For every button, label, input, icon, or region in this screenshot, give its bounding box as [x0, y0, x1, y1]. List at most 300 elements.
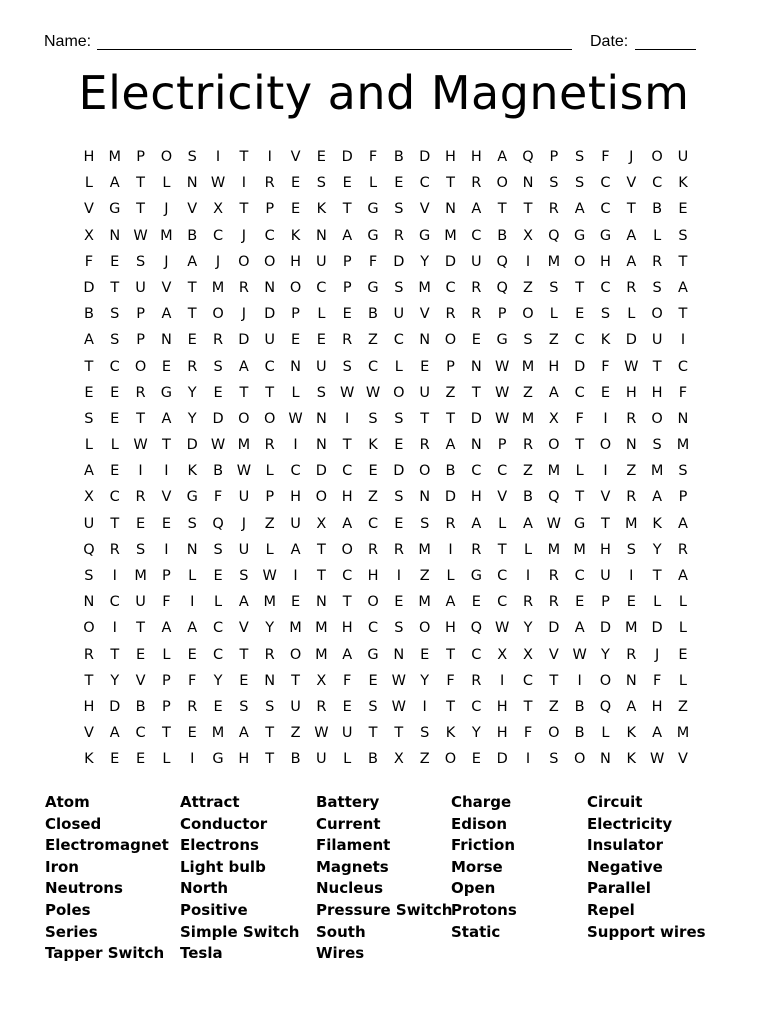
- grid-letter[interactable]: B: [445, 463, 456, 480]
- grid-letter[interactable]: P: [342, 253, 352, 270]
- grid-letter[interactable]: S: [678, 463, 688, 480]
- grid-letter[interactable]: Z: [523, 463, 533, 480]
- grid-letter[interactable]: E: [135, 515, 146, 532]
- grid-letter[interactable]: C: [342, 568, 353, 584]
- grid-letter[interactable]: A: [445, 437, 456, 454]
- grid-letter[interactable]: L: [368, 175, 378, 192]
- grid-letter[interactable]: X: [316, 515, 327, 532]
- grid-letter[interactable]: N: [264, 279, 276, 296]
- grid-letter[interactable]: W: [391, 698, 407, 715]
- grid-letter[interactable]: E: [161, 358, 171, 375]
- grid-letter[interactable]: C: [367, 358, 379, 375]
- grid-letter[interactable]: R: [548, 201, 559, 218]
- grid-letter[interactable]: O: [418, 463, 431, 480]
- grid-letter[interactable]: G: [574, 227, 586, 244]
- grid-letter[interactable]: S: [549, 279, 559, 296]
- grid-letter[interactable]: K: [445, 725, 456, 742]
- grid-letter[interactable]: N: [315, 227, 327, 244]
- grid-letter[interactable]: E: [368, 463, 378, 480]
- grid-letter[interactable]: Q: [496, 253, 508, 270]
- grid-letter[interactable]: T: [161, 725, 171, 742]
- grid-letter[interactable]: U: [341, 725, 353, 742]
- grid-letter[interactable]: V: [135, 672, 146, 689]
- grid-letter[interactable]: E: [342, 306, 352, 323]
- grid-letter[interactable]: I: [190, 594, 195, 611]
- grid-letter[interactable]: L: [498, 515, 507, 532]
- grid-letter[interactable]: A: [678, 279, 688, 296]
- grid-letter[interactable]: G: [212, 751, 224, 768]
- grid-letter[interactable]: R: [471, 306, 482, 323]
- grid-letter[interactable]: M: [573, 541, 586, 558]
- grid-letter[interactable]: O: [134, 358, 147, 375]
- grid-letter[interactable]: L: [653, 227, 662, 244]
- grid-letter[interactable]: I: [525, 253, 531, 270]
- grid-letter[interactable]: M: [547, 541, 561, 558]
- grid-letter[interactable]: M: [237, 437, 251, 454]
- grid-letter[interactable]: C: [342, 463, 353, 480]
- grid-letter[interactable]: O: [573, 253, 586, 270]
- grid-letter[interactable]: A: [83, 332, 94, 349]
- grid-letter[interactable]: C: [367, 620, 379, 637]
- grid-letter[interactable]: Z: [419, 568, 430, 584]
- grid-letter[interactable]: O: [315, 489, 328, 506]
- grid-letter[interactable]: G: [496, 332, 508, 349]
- grid-letter[interactable]: G: [367, 646, 379, 663]
- grid-letter[interactable]: R: [677, 541, 688, 558]
- grid-letter[interactable]: H: [341, 489, 353, 506]
- grid-letter[interactable]: L: [523, 541, 533, 558]
- grid-letter[interactable]: V: [238, 620, 249, 637]
- grid-letter[interactable]: G: [367, 279, 379, 296]
- grid-letter[interactable]: H: [341, 620, 353, 637]
- grid-letter[interactable]: V: [419, 201, 430, 218]
- grid-letter[interactable]: T: [136, 201, 145, 218]
- grid-letter[interactable]: I: [345, 410, 350, 427]
- grid-letter[interactable]: H: [83, 149, 95, 165]
- grid-letter[interactable]: A: [109, 725, 120, 742]
- grid-letter[interactable]: O: [238, 253, 250, 270]
- grid-letter[interactable]: E: [471, 332, 481, 349]
- grid-letter[interactable]: I: [293, 568, 298, 584]
- grid-letter[interactable]: X: [523, 646, 533, 663]
- grid-letter[interactable]: J: [215, 253, 221, 270]
- grid-letter[interactable]: A: [471, 201, 482, 218]
- grid-letter[interactable]: I: [112, 568, 117, 584]
- grid-letter[interactable]: C: [600, 175, 611, 192]
- grid-letter[interactable]: R: [626, 646, 637, 663]
- grid-letter[interactable]: H: [470, 489, 482, 506]
- grid-letter[interactable]: F: [213, 489, 223, 506]
- grid-letter[interactable]: P: [291, 306, 300, 323]
- grid-letter[interactable]: H: [367, 568, 379, 584]
- grid-letter[interactable]: O: [548, 437, 560, 454]
- grid-letter[interactable]: S: [523, 332, 533, 349]
- grid-letter[interactable]: D: [109, 698, 121, 715]
- grid-letter[interactable]: S: [394, 201, 404, 218]
- grid-letter[interactable]: Y: [420, 672, 430, 689]
- grid-letter[interactable]: I: [629, 568, 634, 584]
- grid-letter[interactable]: I: [448, 541, 453, 558]
- grid-letter[interactable]: K: [187, 463, 197, 480]
- grid-letter[interactable]: P: [162, 672, 171, 689]
- grid-letter[interactable]: S: [652, 437, 662, 454]
- grid-letter[interactable]: P: [497, 437, 507, 454]
- grid-letter[interactable]: E: [110, 463, 120, 480]
- grid-letter[interactable]: L: [343, 751, 352, 768]
- grid-letter[interactable]: U: [135, 594, 146, 611]
- grid-letter[interactable]: S: [368, 698, 378, 715]
- grid-letter[interactable]: S: [187, 149, 197, 165]
- grid-letter[interactable]: A: [497, 149, 508, 165]
- grid-letter[interactable]: W: [210, 437, 226, 454]
- grid-letter[interactable]: A: [238, 725, 249, 742]
- grid-letter[interactable]: W: [133, 227, 148, 244]
- grid-letter[interactable]: S: [135, 253, 146, 270]
- grid-letter[interactable]: R: [135, 384, 146, 401]
- grid-letter[interactable]: E: [678, 201, 688, 218]
- grid-letter[interactable]: F: [343, 672, 352, 689]
- grid-letter[interactable]: M: [289, 620, 302, 637]
- grid-letter[interactable]: S: [549, 175, 559, 192]
- grid-letter[interactable]: T: [420, 410, 430, 427]
- grid-letter[interactable]: I: [603, 463, 608, 480]
- grid-letter[interactable]: H: [625, 384, 637, 401]
- grid-letter[interactable]: K: [626, 751, 637, 768]
- grid-letter[interactable]: S: [652, 279, 662, 296]
- grid-letter[interactable]: H: [238, 751, 250, 768]
- grid-letter[interactable]: R: [393, 541, 404, 558]
- grid-letter[interactable]: Z: [419, 751, 430, 768]
- grid-letter[interactable]: A: [238, 358, 249, 375]
- grid-letter[interactable]: I: [112, 620, 117, 637]
- grid-letter[interactable]: R: [626, 410, 637, 427]
- grid-letter[interactable]: C: [264, 358, 275, 375]
- grid-letter[interactable]: Q: [470, 620, 483, 637]
- grid-letter[interactable]: N: [290, 358, 301, 375]
- grid-letter[interactable]: M: [418, 541, 431, 558]
- grid-letter[interactable]: G: [470, 568, 482, 584]
- grid-letter[interactable]: P: [136, 149, 145, 165]
- grid-letter[interactable]: W: [340, 384, 355, 401]
- grid-letter[interactable]: O: [651, 149, 663, 165]
- grid-letter[interactable]: C: [135, 725, 146, 742]
- grid-letter[interactable]: S: [394, 279, 404, 296]
- grid-letter[interactable]: N: [160, 332, 172, 349]
- grid-letter[interactable]: E: [213, 568, 223, 584]
- grid-letter[interactable]: S: [420, 515, 430, 532]
- grid-letter[interactable]: R: [264, 175, 275, 192]
- grid-letter[interactable]: R: [83, 646, 94, 663]
- grid-letter[interactable]: N: [625, 672, 637, 689]
- grid-letter[interactable]: Q: [522, 149, 534, 165]
- grid-letter[interactable]: N: [600, 751, 611, 768]
- grid-letter[interactable]: A: [187, 253, 198, 270]
- grid-letter[interactable]: I: [164, 541, 169, 558]
- grid-letter[interactable]: S: [368, 410, 378, 427]
- grid-letter[interactable]: D: [496, 751, 508, 768]
- grid-letter[interactable]: C: [600, 279, 611, 296]
- grid-letter[interactable]: J: [164, 253, 169, 270]
- grid-letter[interactable]: V: [83, 201, 94, 218]
- grid-letter[interactable]: H: [290, 253, 301, 270]
- grid-letter[interactable]: Q: [548, 489, 560, 506]
- grid-letter[interactable]: W: [572, 646, 587, 663]
- grid-letter[interactable]: L: [162, 646, 171, 663]
- grid-letter[interactable]: H: [470, 149, 482, 165]
- grid-letter[interactable]: J: [241, 306, 247, 323]
- grid-letter[interactable]: E: [471, 751, 481, 768]
- grid-letter[interactable]: A: [342, 515, 353, 532]
- grid-letter[interactable]: L: [317, 306, 326, 323]
- grid-letter[interactable]: D: [212, 410, 224, 427]
- grid-letter[interactable]: T: [291, 672, 300, 689]
- grid-letter[interactable]: F: [162, 594, 171, 611]
- grid-letter[interactable]: O: [212, 306, 224, 323]
- grid-letter[interactable]: F: [368, 149, 378, 165]
- grid-letter[interactable]: E: [316, 149, 326, 165]
- grid-letter[interactable]: T: [523, 698, 533, 715]
- grid-letter[interactable]: H: [651, 384, 663, 401]
- grid-letter[interactable]: D: [264, 306, 276, 323]
- grid-letter[interactable]: T: [446, 646, 455, 663]
- grid-letter[interactable]: N: [83, 594, 95, 611]
- grid-letter[interactable]: X: [213, 201, 224, 218]
- grid-letter[interactable]: T: [626, 201, 636, 218]
- grid-letter[interactable]: C: [109, 358, 120, 375]
- grid-letter[interactable]: X: [316, 672, 327, 689]
- grid-letter[interactable]: N: [677, 410, 689, 427]
- grid-letter[interactable]: Z: [368, 332, 378, 349]
- grid-letter[interactable]: D: [83, 279, 95, 296]
- grid-letter[interactable]: A: [471, 515, 482, 532]
- grid-letter[interactable]: L: [265, 541, 274, 558]
- grid-letter[interactable]: F: [575, 410, 584, 427]
- grid-letter[interactable]: U: [651, 332, 663, 349]
- grid-letter[interactable]: T: [161, 437, 171, 454]
- grid-letter[interactable]: U: [419, 384, 430, 401]
- grid-letter[interactable]: T: [187, 306, 197, 323]
- grid-letter[interactable]: B: [393, 149, 404, 165]
- grid-letter[interactable]: M: [625, 620, 638, 637]
- grid-letter[interactable]: T: [497, 201, 507, 218]
- grid-letter[interactable]: B: [523, 489, 533, 506]
- grid-letter[interactable]: A: [109, 175, 120, 192]
- grid-letter[interactable]: V: [419, 306, 430, 323]
- grid-letter[interactable]: O: [548, 725, 560, 742]
- grid-letter[interactable]: Z: [368, 489, 378, 506]
- grid-letter[interactable]: N: [470, 358, 482, 375]
- grid-letter[interactable]: T: [601, 515, 610, 532]
- grid-letter[interactable]: V: [548, 646, 559, 663]
- grid-letter[interactable]: I: [500, 672, 505, 689]
- grid-letter[interactable]: D: [393, 253, 405, 270]
- grid-letter[interactable]: C: [677, 358, 689, 375]
- grid-letter[interactable]: I: [603, 410, 608, 427]
- grid-letter[interactable]: C: [471, 646, 482, 663]
- grid-letter[interactable]: E: [420, 358, 430, 375]
- grid-letter[interactable]: L: [162, 751, 171, 768]
- grid-letter[interactable]: A: [290, 541, 301, 558]
- grid-letter[interactable]: L: [84, 437, 93, 454]
- grid-letter[interactable]: A: [626, 227, 637, 244]
- grid-letter[interactable]: E: [600, 384, 611, 401]
- grid-letter[interactable]: L: [678, 620, 687, 637]
- grid-letter[interactable]: R: [213, 332, 224, 349]
- grid-letter[interactable]: H: [651, 698, 663, 715]
- grid-letter[interactable]: U: [316, 358, 327, 375]
- grid-letter[interactable]: E: [394, 437, 404, 454]
- grid-letter[interactable]: C: [497, 463, 508, 480]
- grid-letter[interactable]: M: [315, 646, 328, 663]
- grid-letter[interactable]: S: [213, 358, 223, 375]
- grid-letter[interactable]: W: [624, 358, 639, 375]
- grid-letter[interactable]: Q: [599, 698, 612, 715]
- grid-letter[interactable]: C: [574, 384, 585, 401]
- grid-letter[interactable]: G: [599, 227, 612, 244]
- grid-letter[interactable]: C: [600, 201, 611, 218]
- grid-letter[interactable]: I: [138, 463, 143, 480]
- grid-letter[interactable]: A: [445, 594, 456, 611]
- name-blank-line[interactable]: [97, 49, 572, 50]
- grid-letter[interactable]: O: [264, 410, 276, 427]
- grid-letter[interactable]: H: [445, 149, 456, 165]
- grid-letter[interactable]: R: [548, 568, 559, 584]
- grid-letter[interactable]: I: [422, 698, 427, 715]
- grid-letter[interactable]: P: [549, 149, 559, 165]
- grid-letter[interactable]: O: [573, 751, 586, 768]
- grid-letter[interactable]: E: [110, 253, 120, 270]
- grid-letter[interactable]: A: [342, 227, 353, 244]
- grid-letter[interactable]: E: [239, 672, 249, 689]
- grid-letter[interactable]: A: [678, 515, 688, 532]
- grid-letter[interactable]: K: [316, 201, 327, 218]
- grid-letter[interactable]: D: [393, 463, 405, 480]
- grid-letter[interactable]: W: [494, 620, 510, 637]
- grid-letter[interactable]: Y: [601, 646, 610, 663]
- grid-letter[interactable]: M: [521, 358, 535, 375]
- grid-letter[interactable]: G: [419, 227, 431, 244]
- grid-letter[interactable]: V: [161, 489, 172, 506]
- grid-letter[interactable]: R: [445, 306, 456, 323]
- grid-letter[interactable]: C: [393, 332, 404, 349]
- grid-letter[interactable]: C: [445, 279, 456, 296]
- grid-letter[interactable]: L: [575, 463, 584, 480]
- grid-letter[interactable]: U: [677, 149, 689, 165]
- grid-letter[interactable]: E: [290, 201, 301, 218]
- grid-letter[interactable]: O: [418, 620, 431, 637]
- grid-letter[interactable]: I: [164, 463, 169, 480]
- grid-letter[interactable]: D: [315, 463, 327, 480]
- grid-letter[interactable]: C: [109, 594, 120, 611]
- grid-letter[interactable]: P: [162, 568, 171, 584]
- grid-letter[interactable]: A: [574, 201, 585, 218]
- grid-letter[interactable]: C: [419, 175, 430, 192]
- grid-letter[interactable]: R: [626, 489, 637, 506]
- grid-letter[interactable]: P: [601, 594, 610, 611]
- grid-letter[interactable]: R: [367, 541, 379, 558]
- grid-letter[interactable]: C: [471, 227, 482, 244]
- grid-letter[interactable]: T: [265, 384, 275, 401]
- grid-letter[interactable]: F: [368, 253, 378, 270]
- grid-letter[interactable]: L: [162, 175, 171, 192]
- grid-letter[interactable]: M: [521, 410, 535, 427]
- grid-letter[interactable]: A: [548, 384, 559, 401]
- grid-letter[interactable]: B: [497, 227, 508, 244]
- grid-letter[interactable]: K: [600, 332, 611, 349]
- grid-letter[interactable]: I: [190, 751, 195, 768]
- grid-letter[interactable]: E: [161, 515, 171, 532]
- grid-letter[interactable]: T: [446, 410, 455, 427]
- grid-letter[interactable]: T: [652, 568, 662, 584]
- grid-letter[interactable]: A: [187, 620, 198, 637]
- grid-letter[interactable]: T: [110, 279, 120, 296]
- grid-letter[interactable]: T: [394, 725, 404, 742]
- grid-letter[interactable]: S: [187, 515, 197, 532]
- grid-letter[interactable]: E: [110, 384, 120, 401]
- grid-letter[interactable]: T: [239, 384, 249, 401]
- grid-letter[interactable]: E: [368, 672, 378, 689]
- grid-letter[interactable]: H: [496, 725, 508, 742]
- grid-letter[interactable]: U: [600, 568, 611, 584]
- grid-letter[interactable]: V: [290, 149, 301, 165]
- grid-letter[interactable]: A: [161, 620, 172, 637]
- grid-letter[interactable]: E: [110, 751, 120, 768]
- grid-letter[interactable]: P: [136, 306, 145, 323]
- date-blank-line[interactable]: [635, 49, 696, 50]
- grid-letter[interactable]: B: [135, 698, 146, 715]
- grid-letter[interactable]: P: [136, 332, 145, 349]
- grid-letter[interactable]: Z: [290, 725, 301, 742]
- grid-letter[interactable]: S: [575, 149, 585, 165]
- grid-letter[interactable]: S: [110, 332, 120, 349]
- grid-letter[interactable]: L: [678, 594, 687, 611]
- grid-letter[interactable]: S: [342, 358, 352, 375]
- grid-letter[interactable]: T: [652, 358, 662, 375]
- grid-letter[interactable]: R: [342, 332, 353, 349]
- grid-letter[interactable]: K: [652, 515, 662, 532]
- grid-letter[interactable]: Z: [548, 698, 559, 715]
- grid-letter[interactable]: S: [135, 541, 146, 558]
- grid-letter[interactable]: O: [83, 620, 95, 637]
- grid-letter[interactable]: W: [391, 672, 407, 689]
- grid-letter[interactable]: I: [267, 149, 272, 165]
- grid-letter[interactable]: B: [187, 227, 198, 244]
- grid-letter[interactable]: W: [494, 410, 510, 427]
- grid-letter[interactable]: U: [290, 515, 301, 532]
- grid-letter[interactable]: N: [186, 175, 198, 192]
- grid-letter[interactable]: D: [419, 149, 431, 165]
- grid-letter[interactable]: D: [186, 437, 198, 454]
- grid-letter[interactable]: T: [549, 672, 559, 689]
- grid-letter[interactable]: E: [290, 594, 301, 611]
- grid-letter[interactable]: S: [110, 306, 120, 323]
- grid-letter[interactable]: Y: [213, 672, 223, 689]
- grid-letter[interactable]: D: [238, 332, 250, 349]
- grid-letter[interactable]: C: [109, 489, 120, 506]
- grid-letter[interactable]: C: [367, 515, 379, 532]
- grid-letter[interactable]: O: [264, 253, 276, 270]
- grid-letter[interactable]: A: [238, 594, 249, 611]
- grid-letter[interactable]: N: [419, 489, 431, 506]
- grid-letter[interactable]: A: [652, 725, 663, 742]
- grid-letter[interactable]: U: [264, 332, 276, 349]
- grid-letter[interactable]: T: [678, 253, 688, 270]
- grid-letter[interactable]: O: [651, 306, 663, 323]
- grid-letter[interactable]: C: [316, 279, 327, 296]
- grid-letter[interactable]: I: [680, 332, 686, 349]
- grid-letter[interactable]: F: [652, 672, 662, 689]
- grid-letter[interactable]: T: [446, 175, 455, 192]
